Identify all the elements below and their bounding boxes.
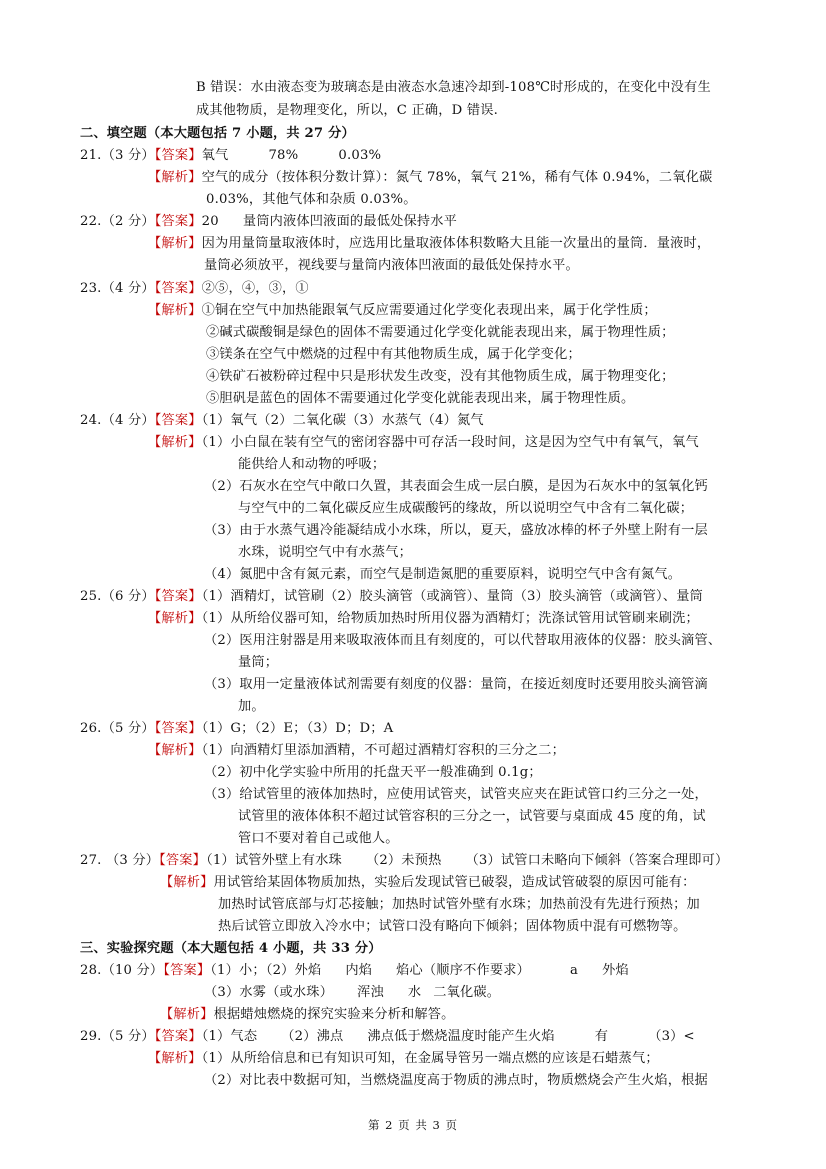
analysis-text: ④铁矿石被粉碎过程中只是形状发生改变，没有其他物质生成，属于物理变化； xyxy=(206,369,675,384)
analysis-text: （3）由于水蒸气遇冷能凝结成小水珠，所以，夏天，盛放冰棒的杯子外壁上附有一层 xyxy=(204,523,708,538)
question-23 xyxy=(80,278,309,300)
answer-text: 0.03% xyxy=(338,148,382,163)
answer-text: 20 xyxy=(201,214,219,229)
analysis-line xyxy=(148,300,657,322)
question-26 xyxy=(80,718,393,740)
answer-text: （2）沸点 xyxy=(281,1029,344,1044)
question-number: 27. （3 分） xyxy=(80,853,160,868)
analysis-text: （3）取用一定量液体试剂需要有刻度的仪器：量筒，在接近刻度时还要用胶头滴管滴 xyxy=(204,677,708,692)
answer-text: （3）< xyxy=(648,1029,695,1044)
answer-text: 氧气 xyxy=(201,148,229,163)
answer-text: （1）G；（2）E；（3）D；D；A xyxy=(201,721,394,736)
answer-tag: 【答案】 xyxy=(154,281,202,296)
analysis-tag: 【解析】 xyxy=(148,170,202,185)
answer-text: 内焰 xyxy=(345,963,373,978)
answer-text: 水 xyxy=(407,985,422,1000)
answer-text: （1）酒精灯，试管刷（2）胶头滴管（或滴管）、量筒（3）胶头滴管（或滴管）、量筒 xyxy=(201,589,703,604)
section-heading: 二、填空题（本大题包括 7 小题，共 27 分） xyxy=(80,126,355,141)
question-number: 24.（4 分） xyxy=(80,413,155,428)
answer-text: （1）小；（2）外焰 xyxy=(210,963,322,978)
question-number: 29.（5 分） xyxy=(80,1029,155,1044)
answer-text: 浑浊 xyxy=(357,985,384,1000)
answer-tag: 【答案】 xyxy=(154,214,202,229)
analysis-line xyxy=(160,1004,455,1026)
analysis-text: （1）从所给仪器可知，给物质加热时所用仪器为酒精灯；洗涤试管用试管刷来刷洗； xyxy=(201,611,699,626)
analysis-text: 加热时试管底部与灯芯接触；加热时试管外壁有水珠；加热前没有先进行预热；加 xyxy=(218,897,700,912)
analysis-text: 能供给人和动物的呼吸； xyxy=(238,457,386,472)
analysis-text: 根据蜡烛燃烧的探究实验来分析和解答。 xyxy=(213,1007,455,1022)
analysis-text: （4）氮肥中含有氮元素，而空气是制造氮肥的重要原料，说明空气中含有氮气。 xyxy=(204,567,682,582)
answer-tag: 【答案】 xyxy=(154,721,202,736)
analysis-line xyxy=(148,1048,659,1070)
analysis-line xyxy=(148,740,565,762)
question-number: 22.（2 分） xyxy=(80,214,155,229)
analysis-text: 空气的成分（按体积分数计算）：氮气 78%，氧气 21%，稀有气体 0.94%，二氧化碳 xyxy=(201,170,713,185)
analysis-tag: 【解析】 xyxy=(148,611,202,626)
question-28 xyxy=(80,960,629,982)
analysis-text: 试管里的液体体积不超过试管容积的三分之一，试管要与桌面成 45 度的角，试 xyxy=(238,809,706,824)
question-number: 28.（10 分） xyxy=(80,963,164,978)
answer-text: （3）水雾（或水珠） xyxy=(204,985,334,1000)
analysis-text: （2）对比表中数据可知，当燃烧温度高于物质的沸点时，物质燃烧会产生火焰，根据 xyxy=(204,1073,708,1088)
analysis-line xyxy=(148,432,699,454)
analysis-text: 量筒必须放平，视线要与量筒内液体凹液面的最低处保持水平。 xyxy=(204,258,579,273)
answer-tag: 【答案】 xyxy=(154,589,202,604)
question-number: 25.（6 分） xyxy=(80,589,155,604)
answer-text: ②⑤，④，③，① xyxy=(201,281,309,296)
analysis-text: ②碱式碳酸铜是绿色的固体不需要通过化学变化就能表现出来，属于物理性质； xyxy=(206,325,675,340)
text-line: 成其他物质，是物理变化，所以，C 正确，D 错误. xyxy=(196,103,498,118)
analysis-text: （1）从所给信息和已有知识可知，在金属导管另一端点燃的应该是石蜡蒸气； xyxy=(201,1051,659,1066)
answer-text: 78% xyxy=(268,148,299,163)
answer-tag: 【答案】 xyxy=(154,1029,202,1044)
analysis-text: 量筒； xyxy=(238,655,279,670)
analysis-text: 与空气中的二氧化碳反应生成碳酸钙的缘故，所以说明空气中含有二氧化碳； xyxy=(238,501,694,516)
analysis-text: ①铜在空气中加热能跟氧气反应需要通过化学变化表现出来，属于化学性质； xyxy=(201,303,657,318)
answer-text: a xyxy=(570,963,579,978)
answer-text: 二氧化碳。 xyxy=(433,985,501,1000)
analysis-tag: 【解析】 xyxy=(148,743,202,758)
answer-line xyxy=(204,982,500,1004)
analysis-line xyxy=(160,872,696,894)
analysis-line xyxy=(148,608,699,630)
question-29 xyxy=(80,1026,695,1048)
question-25 xyxy=(80,586,703,608)
question-number: 21.（3 分） xyxy=(80,148,155,163)
answer-text: 量筒内液体凹液面的最低处保持水平 xyxy=(242,214,458,229)
question-22 xyxy=(80,211,457,233)
analysis-tag: 【解析】 xyxy=(148,236,202,251)
question-21 xyxy=(80,145,381,167)
analysis-text: （3）给试管里的液体加热时，应使用试管夹，试管夹应夹在距试管口约三分之一处， xyxy=(204,787,708,802)
answer-text: （2）未预热 xyxy=(365,853,442,868)
analysis-line xyxy=(148,167,712,189)
analysis-tag: 【解析】 xyxy=(148,1051,202,1066)
analysis-text: 水珠，说明空气中有水蒸气； xyxy=(238,545,413,560)
analysis-text: 0.03%，其他气体和杂质 0.03%。 xyxy=(206,192,417,207)
analysis-tag: 【解析】 xyxy=(160,1007,214,1022)
answer-text: （3）试管口未略向下倾斜（答案合理即可） xyxy=(465,853,729,868)
analysis-text: （2）初中化学实验中所用的托盘天平一般准确到 0.1g； xyxy=(204,765,542,780)
analysis-text: 加。 xyxy=(238,699,265,714)
analysis-text: 用试管给某固体物质加热，实验后发现试管已破裂，造成试管破裂的原因可能有： xyxy=(213,875,696,890)
analysis-line xyxy=(148,233,710,255)
question-number: 26.（5 分） xyxy=(80,721,155,736)
analysis-text: 因为用量筒量取液体时，应选用比量取液体体积数略大且能一次量出的量筒．量液时， xyxy=(201,236,711,251)
answer-text: （1）气态 xyxy=(201,1029,258,1044)
answer-text: 外焰 xyxy=(602,963,629,978)
question-24 xyxy=(80,410,484,432)
analysis-tag: 【解析】 xyxy=(148,435,202,450)
answer-text: 沸点低于燃烧温度时能产生火焰 xyxy=(367,1029,555,1044)
answer-text: 有 xyxy=(594,1029,609,1044)
answer-tag: 【答案】 xyxy=(154,413,202,428)
analysis-text: （2）医用注射器是用来吸取液体而且有刻度的，可以代替取用液体的仪器：胶头滴管、 xyxy=(204,633,722,648)
analysis-text: （2）石灰水在空气中敞口久置，其表面会生成一层白膜，是因为石灰水中的氢氧化钙 xyxy=(204,479,708,494)
analysis-text: （1）小白鼠在装有空气的密闭容器中可存活一段时间，这是因为空气中有氧气，氧气 xyxy=(201,435,699,450)
section-heading: 三、实验探究题（本大题包括 4 小题，共 33 分） xyxy=(80,941,382,956)
question-number: 23.（4 分） xyxy=(80,281,155,296)
answer-text: （1）试管外壁上有水珠 xyxy=(206,853,342,868)
answer-tag: 【答案】 xyxy=(159,853,207,868)
analysis-text: 管口不要对着自己或他人。 xyxy=(238,831,399,846)
text-line: B 错误：水由液态变为玻璃态是由液态水急速冷却到-108℃时形成的，在变化中没有生 xyxy=(196,80,711,95)
answer-tag: 【答案】 xyxy=(154,148,202,163)
analysis-tag: 【解析】 xyxy=(148,303,202,318)
question-27 xyxy=(80,850,728,872)
analysis-text: ⑤胆矾是蓝色的固体不需要通过化学变化就能表现出来，属于物理性质。 xyxy=(206,391,635,406)
analysis-text: （1）向酒精灯里添加酒精，不可超过酒精灯容积的三分之二； xyxy=(201,743,566,758)
page-footer: 第 2 页 共 3 页 xyxy=(368,1118,458,1132)
answer-text: （1）氧气（2）二氧化碳（3）水蒸气（4）氮气 xyxy=(201,413,484,428)
analysis-text: ③镁条在空气中燃烧的过程中有其他物质生成，属于化学变化； xyxy=(206,347,581,362)
answer-text: 焰心（顺序不作要求） xyxy=(396,963,531,978)
analysis-tag: 【解析】 xyxy=(160,875,214,890)
answer-tag: 【答案】 xyxy=(163,963,211,978)
analysis-text: 热后试管立即放入冷水中；试管口没有略向下倾斜；固体物质中混有可燃物等。 xyxy=(218,919,687,934)
